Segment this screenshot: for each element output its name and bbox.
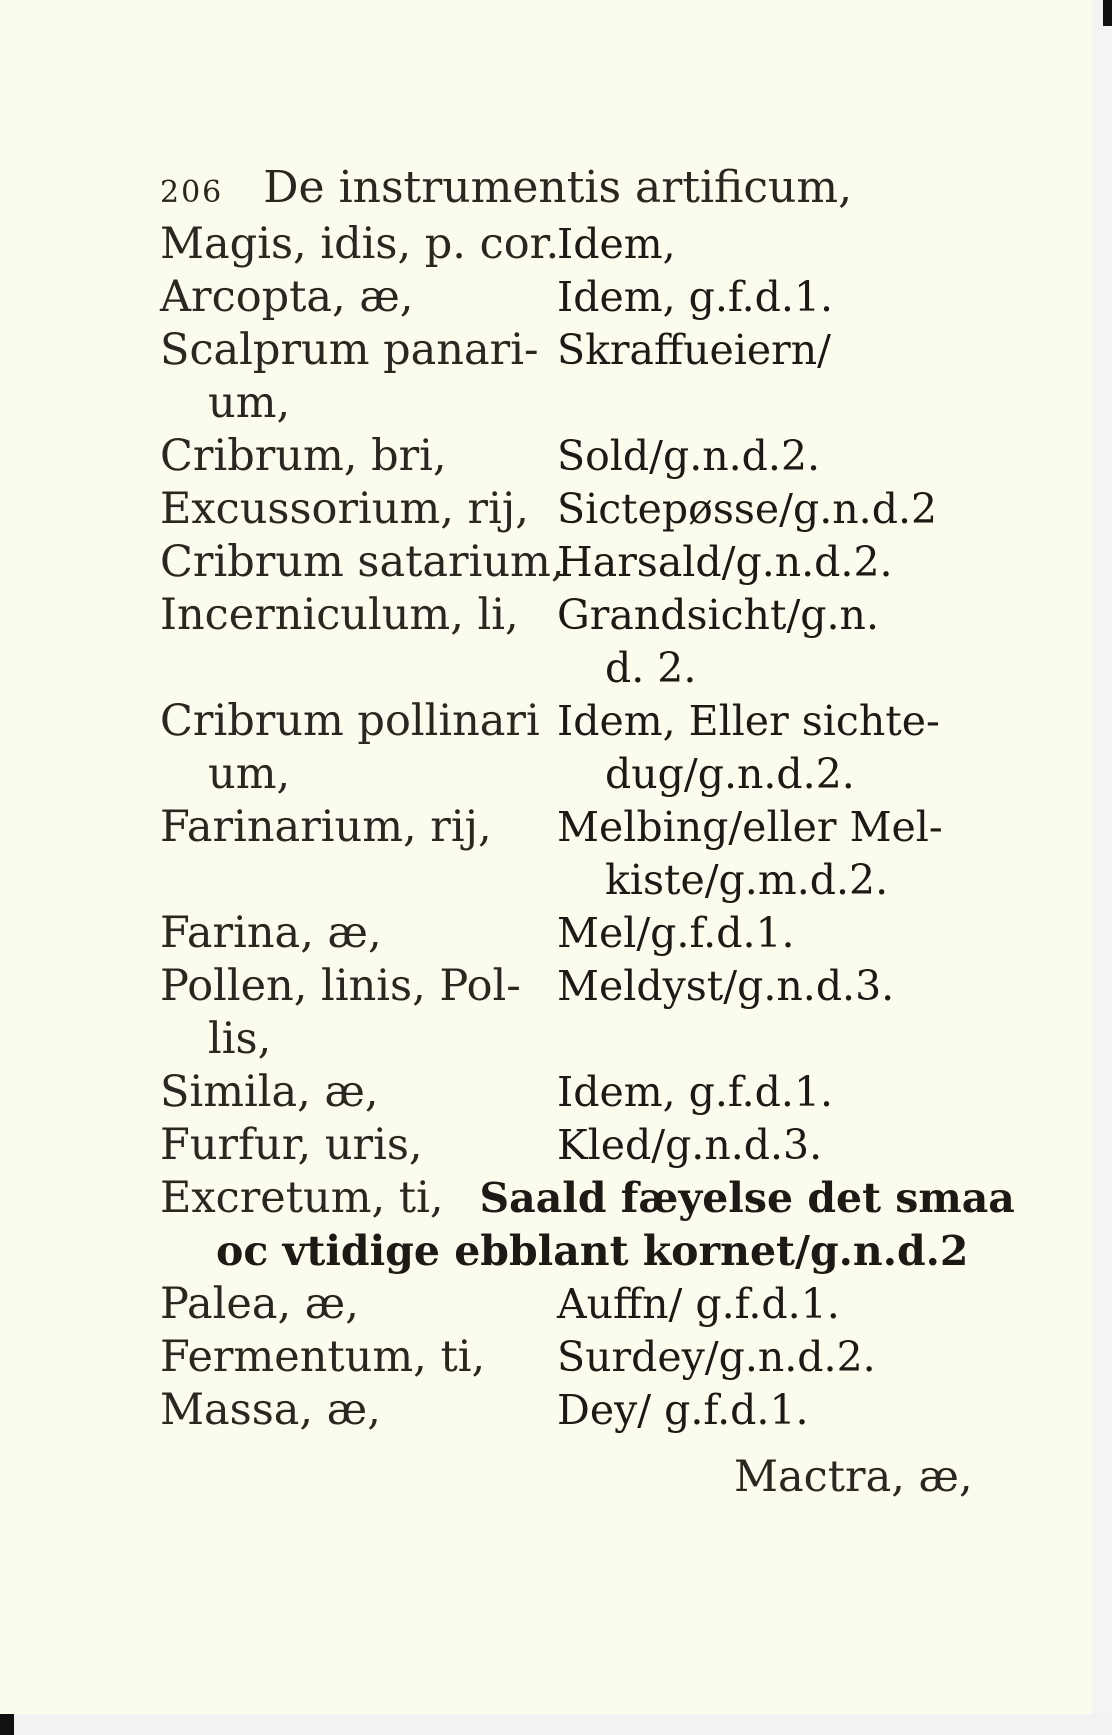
latin-term: Simila, æ, [160,1067,379,1117]
danish-translation-continuation: oc vtidige ebblant kornet/g.n.d.2 [216,1227,969,1275]
glossary-row-spanning [160,1172,1015,1225]
page-header [160,162,852,218]
glossary-row [160,218,980,271]
scan-edge-bottom [0,1714,1112,1735]
glossary-row [160,801,980,907]
page-title: De instrumentis artificum, [263,162,853,213]
danish-translation-line: Melbing/eller Mel- [557,803,943,851]
glossary-row [160,589,980,695]
danish-translation [557,695,980,801]
danish-translation: Harsald/g.n.d.2. [557,538,893,586]
latin-term: Cribrum, bri, [160,431,447,481]
latin-term-continuation: um, [208,749,291,799]
glossary-row [160,483,980,536]
danish-translation: Dey/ g.f.d.1. [557,1386,809,1434]
latin-term-line: Cribrum pollinari [160,696,540,746]
page-number: 206 [160,175,224,210]
latin-term-line: Pollen, linis, Pol- [160,961,521,1011]
danish-translation: Idem, g.f.d.1. [557,273,834,321]
latin-term: Farinarium, rij, [160,802,492,852]
danish-translation: Mel/g.f.d.1. [557,909,795,957]
danish-translation: Sold/g.n.d.2. [557,432,821,480]
danish-translation: Kled/g.n.d.3. [557,1121,823,1169]
catchword: Mactra, æ, [734,1452,973,1502]
danish-translation [557,801,980,907]
scan-edge-mark [0,1714,14,1735]
latin-term: Cribrum satarium, [160,537,565,587]
latin-term: Incerniculum, li, [160,590,519,640]
danish-translation: Meldyst/g.n.d.3. [557,962,895,1010]
danish-translation: Idem, [557,220,676,268]
danish-translation-continuation: dug/g.n.d.2. [605,750,855,798]
danish-translation-continuation: d. 2. [605,644,697,692]
glossary-row [160,324,980,430]
latin-term: Magis, idis, p. cor. [160,219,560,269]
danish-translation-line: Idem, Eller sichte- [557,697,940,745]
danish-translation: Surdey/g.n.d.2. [557,1333,876,1381]
latin-term [160,324,557,430]
latin-term [160,960,557,1066]
latin-term-line: Scalprum panari- [160,325,539,375]
latin-term: Excretum, ti, [160,1173,444,1223]
glossary-row [160,1384,980,1437]
danish-translation-continuation: kiste/g.m.d.2. [605,856,889,904]
latin-term [160,695,557,801]
glossary-row [160,907,980,960]
danish-translation: Idem, g.f.d.1. [557,1068,834,1116]
glossary-row [160,536,980,589]
glossary-row [160,271,980,324]
latin-term-continuation: um, [208,378,291,428]
glossary-row [160,430,980,483]
latin-term: Furfur, uris, [160,1120,423,1170]
danish-translation [557,589,980,695]
glossary-row [160,695,980,801]
latin-term: Palea, æ, [160,1279,359,1329]
danish-translation: Sictepøsse/g.n.d.2 [557,485,938,533]
glossary-entries [160,218,1015,1437]
glossary-row [160,1066,980,1119]
latin-term: Massa, æ, [160,1385,381,1435]
danish-translation: Auffn/ g.f.d.1. [557,1280,840,1328]
latin-term-continuation: lis, [208,1014,272,1064]
danish-translation: Skraffueiern/ [557,326,831,374]
latin-term: Fermentum, ti, [160,1332,486,1382]
glossary-row [160,1331,980,1384]
scan-edge-mark [1103,0,1112,26]
latin-term: Excussorium, rij, [160,484,529,534]
latin-term: Arcopta, æ, [160,272,414,322]
latin-term: Farina, æ, [160,908,382,958]
danish-translation-line: Grandsicht/g.n. [557,591,879,639]
danish-translation: Saald fæyelse det smaa [479,1174,1015,1222]
glossary-row [160,1119,980,1172]
glossary-row [160,960,980,1066]
scan-edge-right [1092,0,1112,1735]
glossary-row [160,1278,980,1331]
